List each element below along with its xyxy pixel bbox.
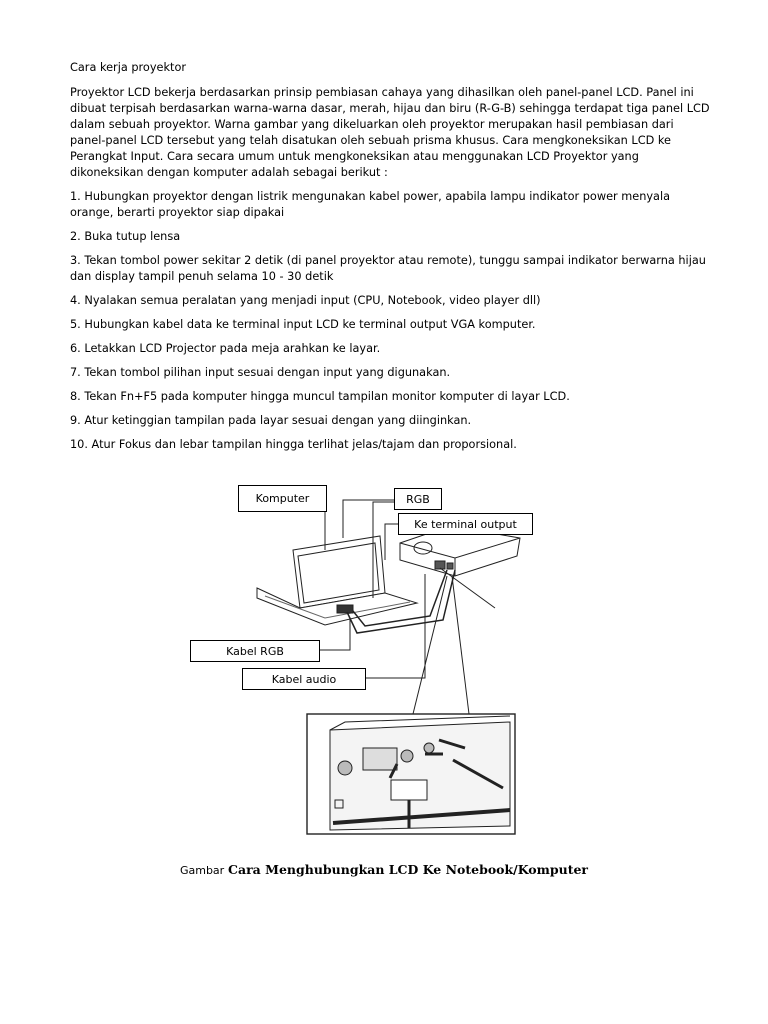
vga-connector bbox=[391, 780, 427, 800]
label-kabel-rgb: Kabel RGB bbox=[190, 640, 320, 662]
step-item: 5. Hubungkan kabel data ke terminal input LCD ke terminal output VGA komputer. bbox=[70, 318, 536, 331]
step-item: 4. Nyalakan semua peralatan yang menjadi input (CPU, Notebook, video player dll) bbox=[70, 294, 541, 307]
step-item: 8. Tekan Fn+F5 pada komputer hingga muncul tampilan monitor komputer di layar LCD. bbox=[70, 390, 570, 403]
step-item: 7. Tekan tombol pilihan input sesuai dengan input yang digunakan. bbox=[70, 366, 451, 379]
audio-port bbox=[401, 750, 413, 762]
laptop-port bbox=[337, 605, 353, 613]
step-item: 10. Atur Fokus dan lebar tampilan hingga terlihat jelas/tajam dan proporsional. bbox=[70, 438, 517, 451]
label-rgb: RGB bbox=[394, 488, 442, 510]
step-item: 2. Buka tutup lensa bbox=[70, 230, 181, 243]
caption-lead: Gambar bbox=[179, 864, 225, 877]
document-heading: Cara kerja proyektor bbox=[70, 61, 186, 74]
intro-paragraph: Proyektor LCD bekerja berdasarkan prinsip pembiasan cahaya yang dihasilkan oleh panel-panel LCD. Panel ini dibuat terpisah berdasarkan warna-warna dasar, merah, hijau dan biru (R-G-B) sehingga terdapat tiga panel LCD dalam sebuah proyektor. Warna gambar yang dikeluarkan oleh proyektor merupakan hasil pembiasan dari panel-panel LCD tersebut yang telah disatukan oleh sebuah prisma khusus. Cara mengkoneksikan LCD ke Perangkat Input. Cara secara umum untuk mengkoneksikan atau menggunakan LCD Proyektor yang dikoneksikan dengan komputer adalah sebagai berikut : bbox=[70, 86, 710, 179]
vga-port bbox=[363, 748, 397, 770]
step-item: 9. Atur ketinggian tampilan pada layar sesuai dengan yang diinginkan. bbox=[70, 414, 472, 427]
caption-title: Cara Menghubungkan LCD Ke Notebook/Komputer bbox=[228, 862, 589, 877]
step-item: 6. Letakkan LCD Projector pada meja arahkan ke layar. bbox=[70, 342, 381, 355]
document-body bbox=[70, 60, 710, 461]
step-item: 1. Hubungkan proyektor dengan listrik mengunakan kabel power, apabila lampu indikator power menyala orange, berarti proyektor siap dipakai bbox=[70, 190, 671, 219]
label-kabel-audio: Kabel audio bbox=[242, 668, 366, 690]
label-komputer: Komputer bbox=[238, 485, 327, 512]
figure-caption bbox=[0, 862, 768, 877]
step-item: 3. Tekan tombol power sekitar 2 detik (di panel proyektor atau remote), tunggu sampai indikator berwarna hijau dan display tampil penuh selama 10 - 30 detik bbox=[70, 254, 706, 283]
label-terminal-output: Ke terminal output bbox=[398, 513, 533, 535]
